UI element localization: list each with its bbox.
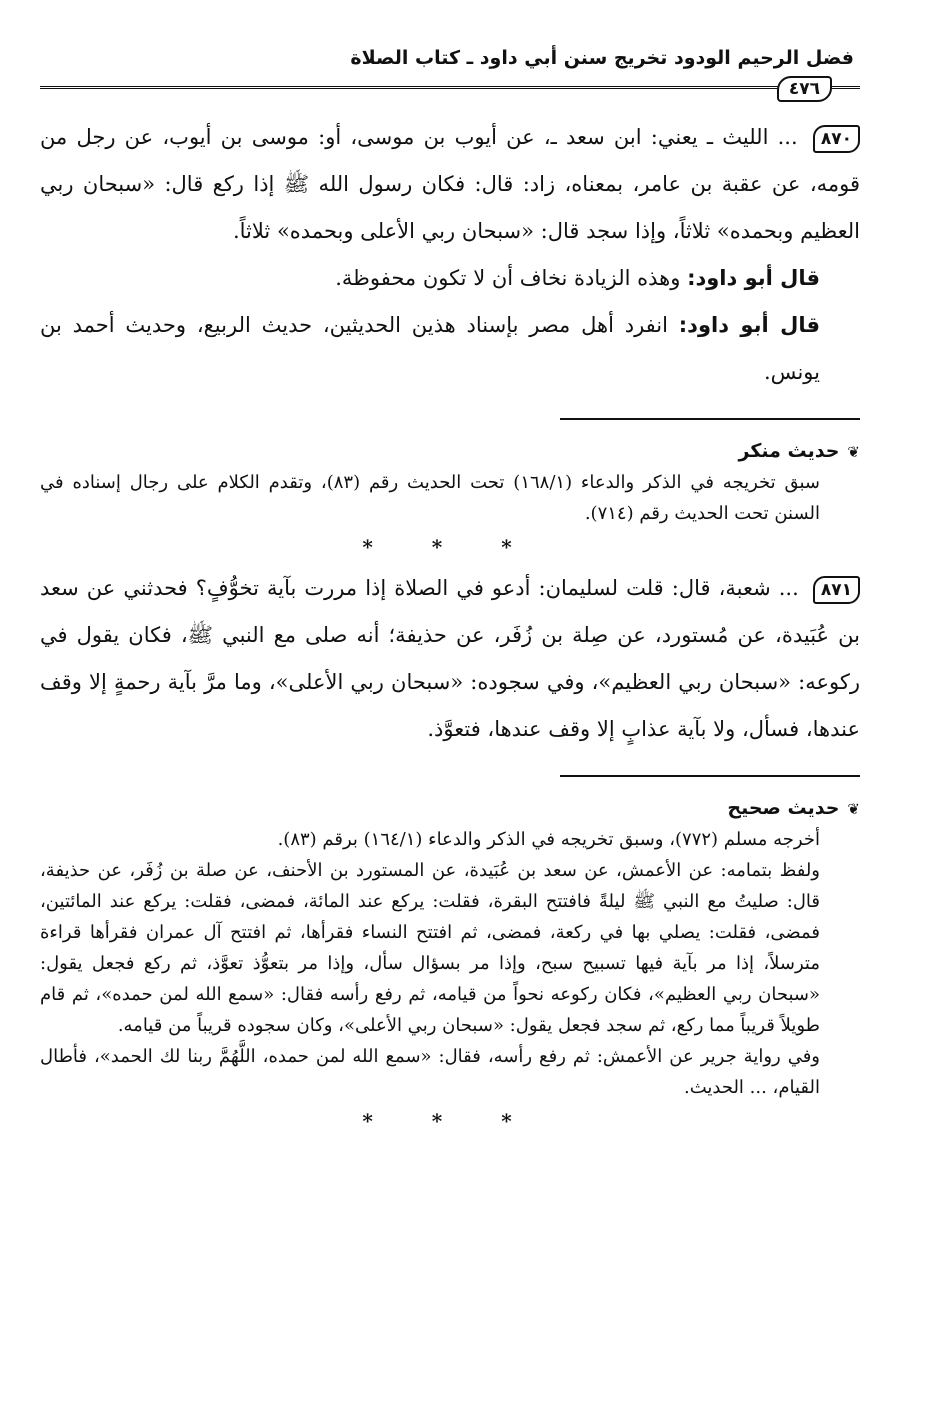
book-icon: ❦ <box>847 800 860 818</box>
running-header <box>40 44 860 72</box>
comment-2-text: انفرد أهل مصر بإسناد هذين الحديثين، حديث الربيع، وحديث أحمد بن يونس. <box>40 313 820 384</box>
abu-dawud-comment-2 <box>40 302 860 396</box>
takhrij-note-2-p1: أخرجه مسلم (٧٧٢)، وسبق تخريجه في الذكر والدعاء (١٦٤/١) برقم (٨٣). <box>277 829 820 850</box>
header-double-rule <box>40 86 860 89</box>
comment-1-text: وهذه الزيادة نخاف أن لا تكون محفوظة. <box>335 266 681 290</box>
grade-heading-2 <box>40 793 860 824</box>
hadith-870-text <box>40 114 860 255</box>
page-number: ٤٧٦ <box>777 76 832 102</box>
book-icon: ❦ <box>847 443 860 461</box>
abu-dawud-comment-1 <box>40 255 860 302</box>
hadith-870-body: ... الليث ـ يعني: ابن سعد ـ، عن أيوب بن موسى، أو: موسى بن أيوب، عن رجل من قومه، عن عقبة بن عامر، بمعناه، زاد: قال: فكان رسول الله ﷺ إذا ركع قال: «سبحان ربي العظيم وبحمده» ثلاثاً، وإذا سجد قال: «سبحان ربي الأعلى وبحمده» ثلاثاً. <box>40 125 860 243</box>
footnote-rule-2 <box>560 775 860 777</box>
book-page <box>40 44 860 1384</box>
section-separator-1: * * * <box>362 535 538 559</box>
takhrij-note-2-p2: ولفظ بتمامه: عن الأعمش، عن سعد بن عُبَيدة، عن المستورد بن الأحنف، عن صلة بن زُفَر، عن حذيفة، قال: صليتُ مع النبي ﷺ ليلةً فافتتح البقرة، فقلت: يركع عند المائة، فمضى، فقلت: يركع عند المائتين، فمضى، فقلت: يصلي بها في ركعة، فمضى، ثم افتتح النساء فقرأها، ثم افتتح آل عمران فقرأها قراءة مترسلاً، إذا مر بآية فيها تسبيح سبح، وإذا مر بسؤال سأل، وإذا مر بتعوُّذ تعوَّذ، ثم ركع فجعل يقول: «سبحان ربي العظيم»، فكان ركوعه نحواً من قيامه، ثم رفع رأسه فقال: «سمع الله لمن حمده»، ثم قام طويلاً قريباً مما ركع، ثم سجد فجعل يقول: «سبحان ربي الأعلى»، وكان سجوده قريباً من قيامه. <box>40 860 820 1036</box>
section-separator-2: * * * <box>362 1109 538 1133</box>
grade-heading-1 <box>40 436 860 467</box>
takhrij-note-1: سبق تخريجه في الذكر والدعاء (١٦٨/١) تحت الحديث رقم (٨٣)، وتقدم الكلام على رجال إسناده في السنن تحت الحديث رقم (٧١٤). <box>40 472 821 524</box>
takhrij-note-2-p3: وفي رواية جرير عن الأعمش: ثم رفع رأسه، فقال: «سمع الله لمن حمده، اللَّهُمَّ ربنا لك الحمد»، فأطال القيام، ... الحديث. <box>40 1046 820 1098</box>
grade-label-2: حديث صحيح <box>727 797 840 819</box>
running-title: فضل الرحيم الودود تخريج سنن أبي داود ـ كتاب الصلاة <box>350 47 854 69</box>
hadith-870-number: ٨٧٠ <box>813 125 860 153</box>
comment-2-label: قال أبو داود: <box>678 313 820 337</box>
hadith-871-text <box>40 565 860 753</box>
grade-label-1: حديث منكر <box>738 440 840 462</box>
hadith-871-number: ٨٧١ <box>813 576 860 604</box>
comment-1-label: قال أبو داود: <box>687 266 820 290</box>
hadith-871-body: ... شعبة، قال: قلت لسليمان: أدعو في الصلاة إذا مررت بآية تخوُّفٍ؟ فحدثني عن سعد بن عُبَيدة، عن مُستورد، عن صِلة بن زُفَر، عن حذيفة؛ أنه صلى مع النبي ﷺ، فكان يقول في ركوعه: «سبحان ربي العظيم»، وفي سجوده: «سبحان ربي الأعلى»، وما مرَّ بآية رحمةٍ إلا وقف عندها، فسأل، ولا بآية عذابٍ إلا وقف عندها، فتعوَّذ. <box>40 576 860 741</box>
header-rule-row <box>40 76 860 102</box>
footnote-rule <box>560 418 860 420</box>
